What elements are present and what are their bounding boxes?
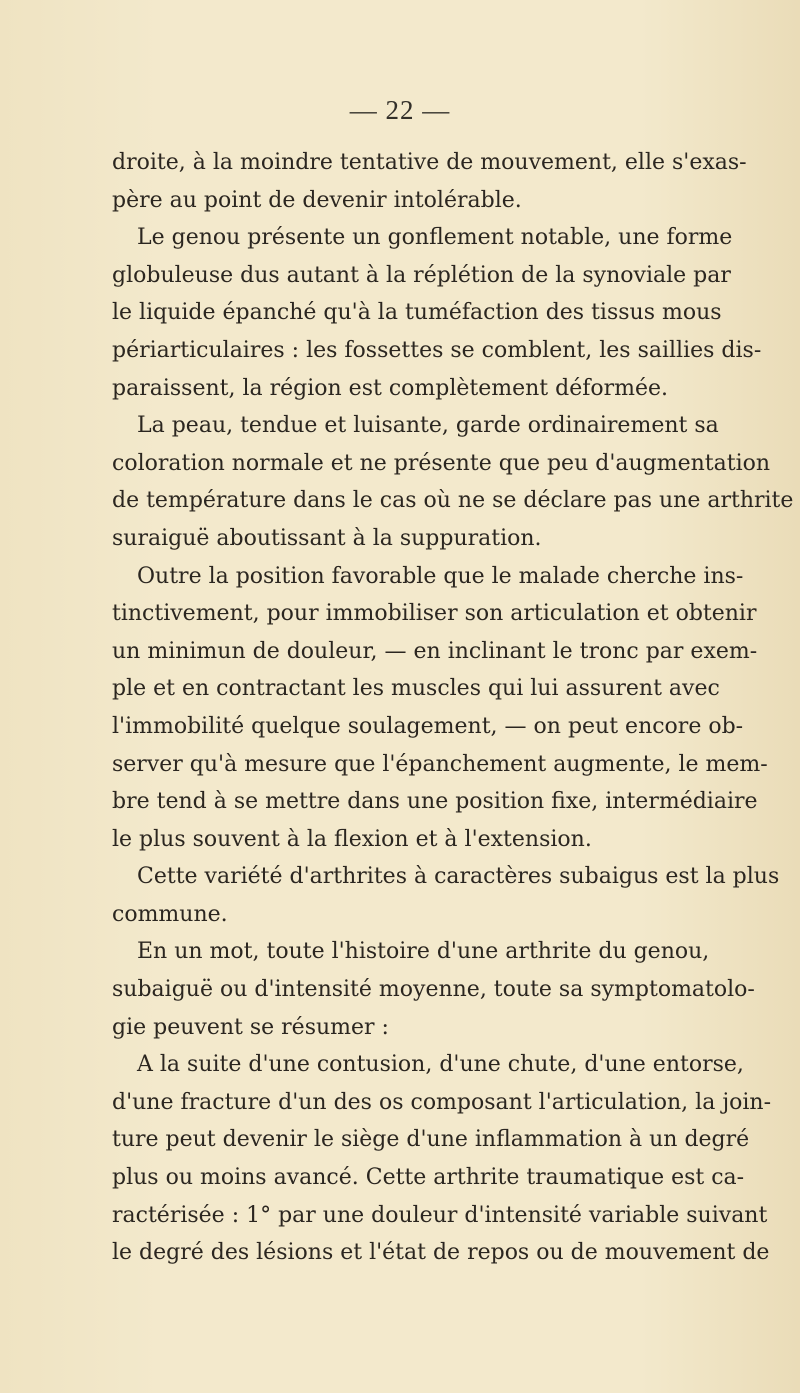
text-line: Outre la position favorable que le malade cherche ins- [137,563,744,589]
text-line: commune. [112,901,228,927]
text-line: tinctivement, pour immobiliser son articulation et obtenir [112,601,757,627]
text-line: un minimun de douleur, — en inclinant le tronc par exem- [112,638,758,664]
text-line: suraiguë aboutissant à la suppuration. [112,525,542,551]
text-line: server qu'à mesure que l'épanchement augmente, le mem- [112,751,768,777]
text-line: plus ou moins avancé. Cette arthrite traumatique est ca- [112,1165,745,1191]
text-line: le liquide épanché qu'à la tuméfaction des tissus mous [112,300,722,326]
text-line: le plus souvent à la flexion et à l'extension. [112,826,592,852]
text-line: globuleuse dus autant à la réplétion de la synoviale par [112,262,731,288]
body-text [112,144,794,1272]
text-line: gie peuvent se résumer : [112,1014,389,1040]
text-line: subaiguë ou d'intensité moyenne, toute sa symptomatolo- [112,977,755,1003]
text-line: paraissent, la région est complètement déformée. [112,375,669,401]
text-line: En un mot, toute l'histoire d'une arthrite du genou, [137,939,710,965]
text-line: l'immobilité quelque soulagement, — on peut encore ob- [112,713,744,739]
text-line: Cette variété d'arthrites à caractères subaigus est la plus [137,864,780,890]
text-line: père au point de devenir intolérable. [112,187,522,213]
text-line: ple et en contractant les muscles qui lui assurent avec [112,676,720,702]
text-line: A la suite d'une contusion, d'une chute, d'une entorse, [137,1052,744,1078]
text-line: coloration normale et ne présente que peu d'augmentation [112,450,771,476]
text-line: d'une fracture d'un des os composant l'articulation, la join- [112,1089,772,1115]
text-line: ractérisée : 1° par une douleur d'intensité variable suivant [112,1202,768,1228]
text-line: ture peut devenir le siège d'une inflammation à un degré [112,1127,750,1153]
text-line: La peau, tendue et luisante, garde ordinairement sa [137,413,719,439]
text-line: le degré des lésions et l'état de repos ou de mouvement de [112,1240,770,1266]
page-number: — 22 — [349,95,451,125]
text-line: Le genou présente un gonflement notable, une forme [137,225,733,251]
text-line: droite, à la moindre tentative de mouvement, elle s'exas- [112,150,747,175]
text-line: bre tend à se mettre dans une position fixe, intermédiaire [112,789,758,815]
text-line: périarticulaires : les fossettes se comblent, les saillies dis- [112,337,762,363]
text-line: de température dans le cas où ne se déclare pas une arthrite [112,488,794,514]
